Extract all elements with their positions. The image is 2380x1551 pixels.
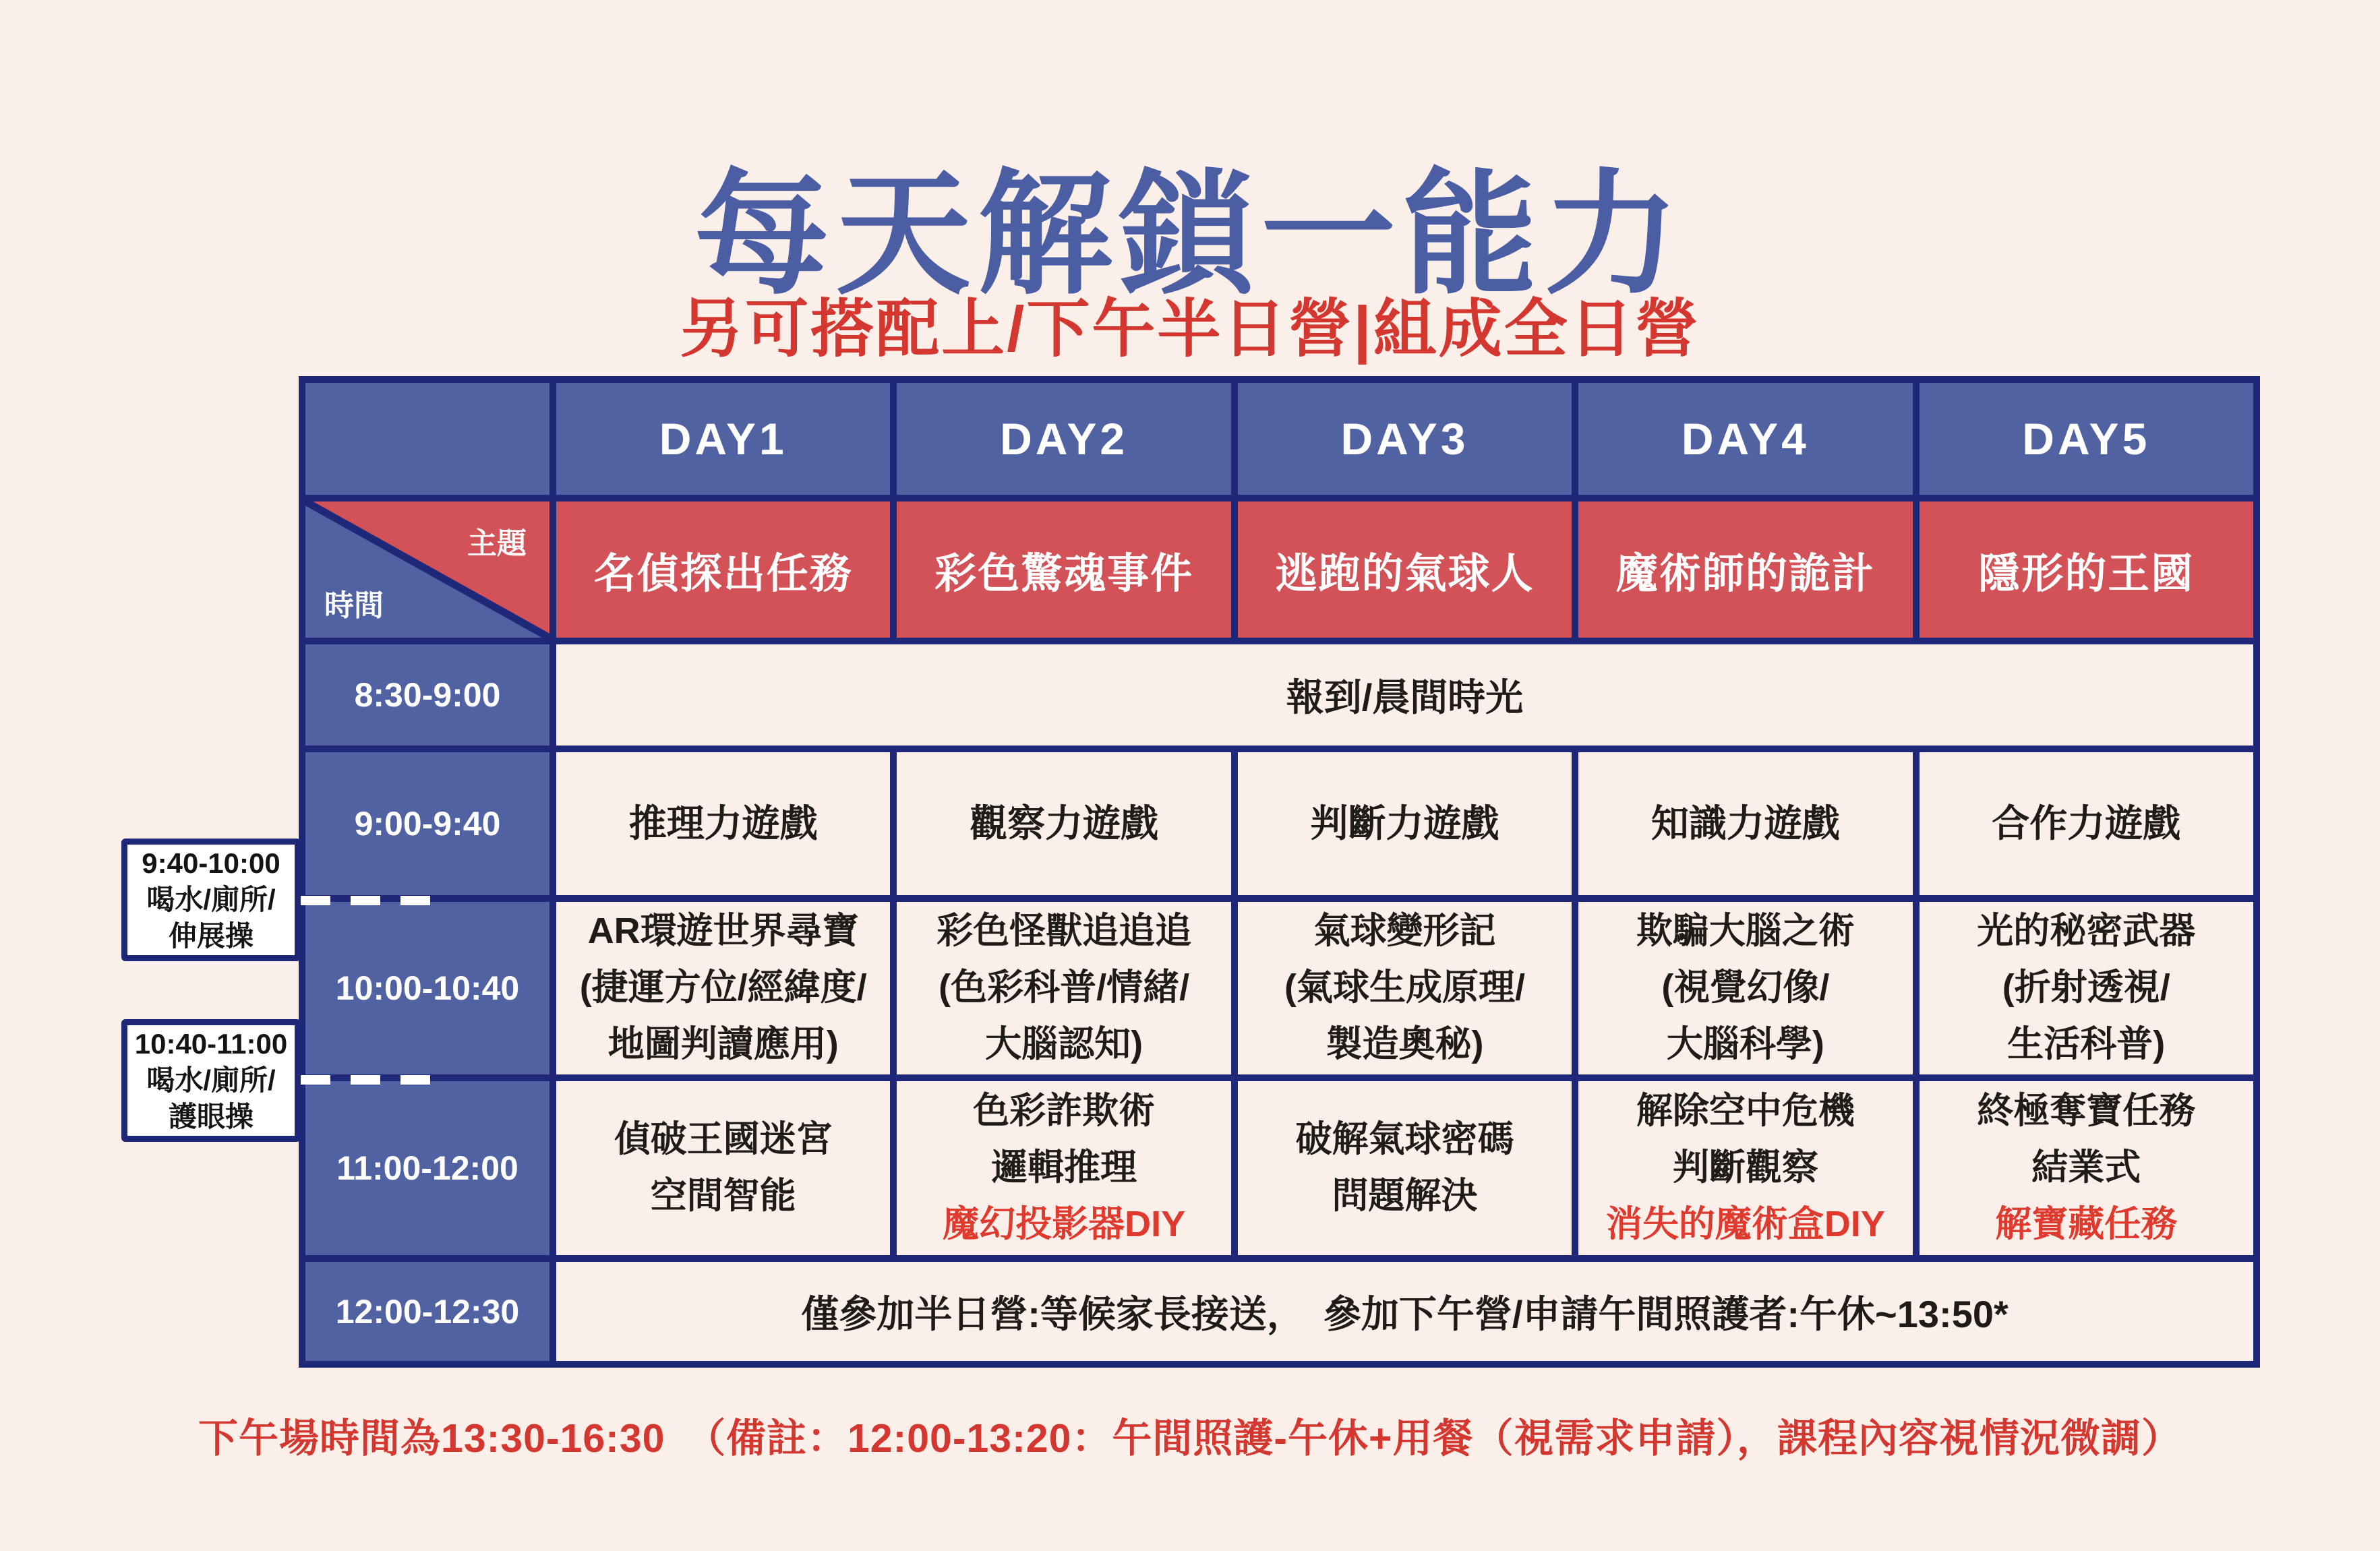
merged-activity-cell: 僅參加半日營:等候家長接送， 參加下午營/申請午間照護者:午休~13:50* [556,1262,2253,1361]
activity-line: 欺騙大腦之術 [1636,911,1855,952]
activity-line: (氣球生成原理/ [1284,967,1525,1008]
activity-cell-day1 [556,1081,890,1255]
activity-line: (折射透視/ [2002,967,2170,1008]
activity-cell-day3 [1238,752,1572,895]
activity-line-highlight: 魔幻投影器DIY [943,1203,1186,1244]
activity-line-highlight: 消失的魔術盒DIY [1605,1203,1885,1244]
time-cell: 11:00-12:00 [305,1081,549,1255]
break-dash-line [301,896,434,905]
break-callout-line: 喝水/廁所/ [146,1064,276,1097]
theme-cell-5: 隱形的王國 [1920,501,2253,638]
activity-line: 觀察力遊戲 [970,801,1159,845]
activity-cell-day5 [1920,752,2253,895]
schedule-table [299,376,2260,1368]
break-dash-line [301,1075,434,1085]
activity-line: 空間智能 [650,1176,796,1216]
activity-line: 終極奪寶任務 [1977,1091,2196,1132]
merged-activity-cell: 報到/晨間時光 [556,644,2253,746]
day-header-5: DAY5 [1920,383,2253,495]
activity-cell-day2 [897,902,1230,1074]
day-header-2: DAY2 [897,383,1230,495]
activity-line: 生活科普) [2007,1023,2166,1064]
activity-line: 判斷觀察 [1672,1147,1818,1188]
activity-cell-day4 [1578,1081,1912,1255]
activity-line: 地圖判讀應用) [607,1023,839,1064]
activity-line: 製造奧秘) [1326,1023,1484,1064]
activity-line: 問題解決 [1332,1176,1478,1216]
break-callout-line: 喝水/廁所/ [146,884,276,916]
activity-line: (捷運方位/經緯度/ [579,967,867,1008]
day-header-3: DAY3 [1238,383,1572,495]
activity-cell-day3 [1238,1081,1572,1255]
activity-cell-day5 [1920,902,2253,1074]
activity-line: 解除空中危機 [1636,1091,1855,1132]
break-callout-line: 9:40-10:00 [142,847,280,880]
activity-line: 結業式 [2031,1147,2141,1188]
activity-cell-day1 [556,752,890,895]
day-header-1: DAY1 [556,383,890,495]
header-empty-cell [305,383,549,495]
theme-cell-1: 名偵探出任務 [556,501,890,638]
activity-cell-day2 [897,1081,1230,1255]
activity-line: 色彩詐欺術 [973,1091,1156,1132]
corner-theme-label: 主題 [467,527,527,560]
break-callout-line: 10:40-11:00 [134,1028,288,1060]
activity-line: 彩色怪獸追追追 [936,911,1192,952]
time-cell: 10:00-10:40 [305,902,549,1074]
activity-line: 合作力遊戲 [1992,801,2181,845]
activity-line: 推理力遊戲 [628,801,818,845]
activity-line: AR環遊世界尋寶 [587,911,859,952]
activity-line: 光的秘密武器 [1977,911,2196,952]
activity-cell-day3 [1238,902,1572,1074]
break-callout [121,839,301,961]
activity-line: (色彩科普/情緒/ [939,967,1190,1008]
time-cell: 8:30-9:00 [305,644,549,746]
activity-cell-day4 [1578,902,1912,1074]
activity-line: 知識力遊戲 [1650,801,1840,845]
activity-cell-day5 [1920,1081,2253,1255]
day-header-4: DAY4 [1578,383,1912,495]
activity-line: 氣球變形記 [1313,911,1496,952]
corner-cell [305,501,549,638]
activity-cell-day2 [897,752,1230,895]
activity-line-highlight: 解寶藏任務 [1995,1203,2178,1244]
activity-line: 判斷力遊戲 [1310,801,1499,845]
activity-line: (視覺幻像/ [1661,967,1830,1008]
activity-line: 大腦認知) [985,1023,1143,1064]
break-callout [121,1019,301,1142]
corner-time-label: 時間 [324,589,384,622]
page-subtitle: 另可搭配上/下午半日營|組成全日營 [680,293,1700,364]
theme-cell-2: 彩色驚魂事件 [897,501,1230,638]
activity-line: 偵破王國迷宮 [614,1119,833,1160]
activity-line: 邏輯推理 [991,1147,1137,1188]
footer-note: 下午場時間為13:30-16:30 （備註：12:00-13:20：午間照護-午休+用餐（視需求申請），課程內容視情況微調） [198,1416,2182,1461]
activity-cell-day1 [556,902,890,1074]
activity-line: 大腦科學) [1666,1023,1824,1064]
activity-line: 破解氣球密碼 [1295,1119,1514,1160]
break-callout-line: 伸展操 [168,919,254,952]
time-cell: 9:00-9:40 [305,752,549,895]
activity-cell-day4 [1578,752,1912,895]
break-callout-line: 護眼操 [168,1100,254,1132]
page-title: 每天解鎖一能力 [694,160,1686,310]
theme-cell-4: 魔術師的詭計 [1578,501,1912,638]
time-cell: 12:00-12:30 [305,1262,549,1361]
theme-cell-3: 逃跑的氣球人 [1238,501,1572,638]
